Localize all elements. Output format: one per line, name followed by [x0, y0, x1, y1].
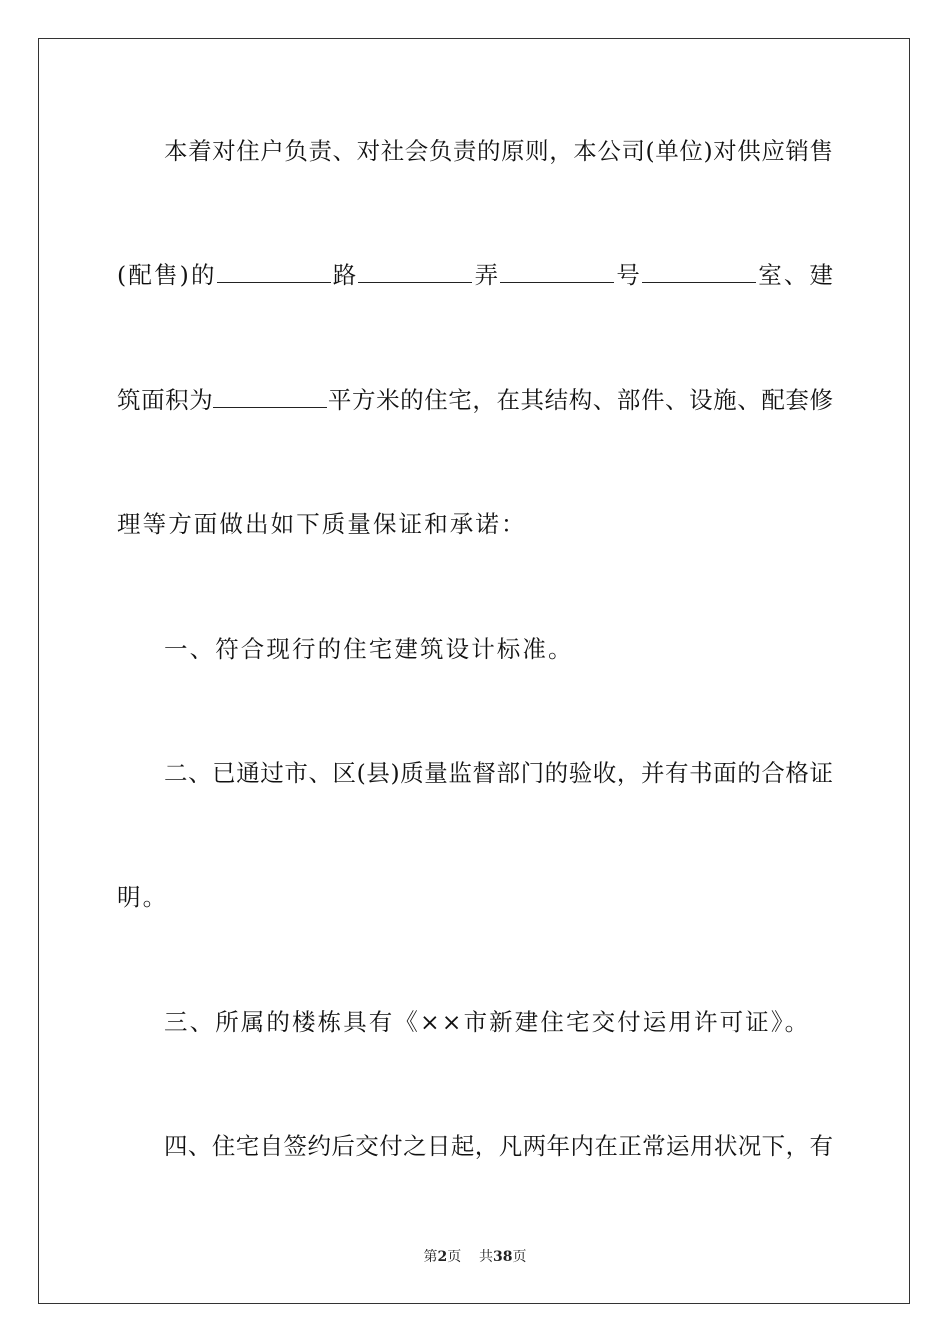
text-segment: 二、已通过市、区(县)质量监督部门的验收，并有书面的合格证 [164, 759, 833, 787]
footer-page-number: 2 [437, 1249, 448, 1265]
paragraph-line-4 [117, 509, 527, 539]
fill-blank[interactable] [213, 385, 327, 408]
footer-page-prefix: 第 [423, 1249, 438, 1265]
fill-blank[interactable] [358, 260, 472, 283]
paragraph-line-9 [164, 1131, 833, 1161]
paragraph-line-2 [117, 260, 833, 290]
paragraph-line-5 [164, 634, 574, 664]
text-segment: 路 [330, 261, 359, 289]
text-segment: 弄 [472, 261, 501, 289]
page-frame [38, 38, 910, 1304]
page-footer [0, 1246, 950, 1266]
text-segment: 室、建 [756, 261, 834, 289]
paragraph-line-8 [164, 1007, 810, 1037]
paragraph-line-1 [164, 136, 833, 166]
paragraph-line-3 [117, 385, 833, 415]
paragraph-line-7 [117, 882, 168, 912]
fill-blank[interactable] [642, 260, 756, 283]
text-segment: 明。 [117, 883, 169, 911]
text-segment: 三、所属的楼栋具有《××市新建住宅交付运用许可证》。 [164, 1008, 811, 1036]
footer-page-suffix: 页 [447, 1249, 462, 1265]
footer-total-suffix: 页 [512, 1249, 527, 1265]
text-segment: 筑面积为 [117, 386, 214, 414]
footer-total-prefix: 共 [479, 1249, 494, 1265]
text-segment: 一、符合现行的住宅建筑设计标准。 [164, 635, 574, 663]
fill-blank[interactable] [217, 260, 331, 283]
text-segment: 号 [614, 261, 643, 289]
text-segment: 理等方面做出如下质量保证和承诺： [117, 510, 527, 538]
text-segment: (配售)的 [117, 261, 217, 289]
footer-total-pages: 38 [493, 1249, 513, 1265]
fill-blank[interactable] [500, 260, 614, 283]
text-segment: 平方米的住宅，在其结构、部件、设施、配套修 [327, 386, 834, 414]
paragraph-line-6 [164, 758, 833, 788]
text-segment: 本着对住户负责、对社会负责的原则，本公司(单位)对供应销售 [164, 137, 833, 165]
text-segment: 四、住宅自签约后交付之日起，凡两年内在正常运用状况下，有 [164, 1132, 833, 1160]
